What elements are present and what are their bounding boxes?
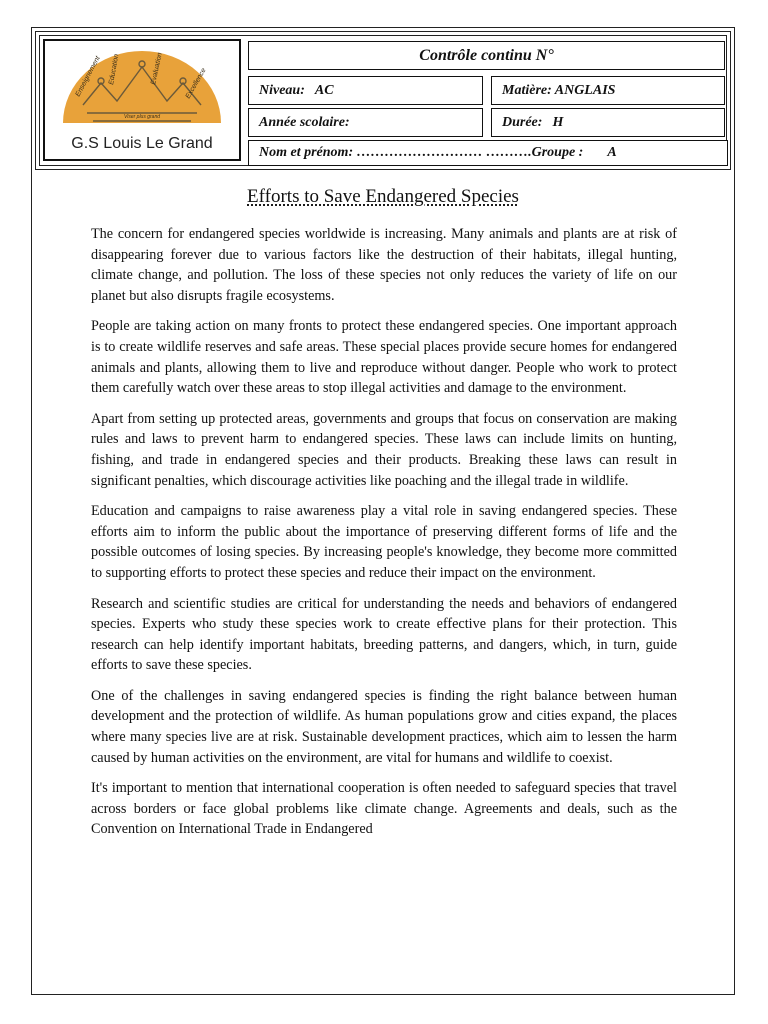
paragraph-6: One of the challenges in saving endangered species is finding the right balance between human development and the protection of wildlife. As human populations grow and cities expand, the places where many species live are at risk. Sustainable development practices, which aim to lessen the harm caused by human activities on the environment, are vital for humans and wildlife to coexist. [91, 687, 677, 766]
document-body [91, 224, 677, 850]
duree-value: H [552, 114, 564, 130]
crown-word-2: Education [108, 53, 121, 86]
duree-label: Durée: [502, 114, 543, 130]
niveau-label: Niveau: [259, 82, 305, 98]
nom-cell [248, 140, 728, 166]
header-inner-frame [39, 35, 727, 166]
nom-label: Nom et prénom: ……………………… ……….Groupe : [259, 145, 584, 160]
exam-page [31, 27, 735, 995]
paragraph-3: Apart from setting up protected areas, governments and groups that focus on conservation are making rules and laws to prevent harm to endangered species. These laws can include limits on hunting, fishing, and trade in endangered species and their products. Breaking these laws can result in significant penalties, which discourage activities like poaching and the illegal trade in wildlife. [91, 410, 677, 489]
matiere-label: Matière: ANGLAIS [502, 82, 616, 98]
control-title-cell [248, 41, 725, 70]
crown-word-4: Excellence [184, 67, 208, 100]
school-name: G.S Louis Le Grand [71, 135, 213, 152]
exam-header [35, 31, 731, 170]
annee-label: Année scolaire: [259, 114, 350, 130]
paragraph-2: People are taking action on many fronts to protect these endangered species. One important approach is to create wildlife reserves and safe areas. These special places provide secure homes for endangered animals and plants, allowing them to live and reproduce without danger. People who work to protect them carefully watch over these areas to stop illegal activities and damage to the environment. [91, 318, 677, 397]
paragraph-1: The concern for endangered species worldwide is increasing. Many animals and plants are at risk of disappearing forever due to various factors like the destruction of their habitats, illegal hunting, climate change, and pollution. The loss of these species not only reduces the variety of life on our planet but also disrupts fragile ecosystems. [91, 226, 677, 304]
paragraph-5: Research and scientific studies are critical for understanding the needs and behaviors of endangered species. Experts who study these species work to create effective plans for their protection. This research can help identify important habitats, breeding patterns, and dangers, which, in turn, guide efforts to save these species. [91, 595, 677, 674]
school-logo [43, 39, 241, 161]
document-title: Efforts to Save Endangered Species [247, 186, 519, 207]
niveau-cell [248, 76, 483, 105]
paragraph-4: Education and campaigns to raise awareness play a vital role in saving endangered species. These efforts aim to inform the public about the importance of preserving different forms of life and the possible outcomes of losing species. By increasing people's knowledge, they become more committed to supporting efforts to protect these species and reduce their impact on the environment. [91, 503, 677, 581]
annee-cell [248, 108, 483, 137]
crown-word-3: Evaluation [150, 51, 164, 86]
niveau-value: AC [314, 82, 334, 98]
crown-word-1: Enseignement [74, 55, 102, 98]
paragraph-7: It's important to mention that international cooperation is often needed to safeguard species that travel across borders or face global problems like climate change. Agreements and deals, such as the Convention on International Trade in Endangered [91, 780, 677, 838]
control-title: Contrôle continu N° [419, 46, 554, 64]
groupe-value: A [607, 145, 617, 160]
logo-motto: Viser plus grand [123, 114, 161, 120]
duree-cell [491, 108, 725, 137]
matiere-cell [491, 76, 725, 105]
